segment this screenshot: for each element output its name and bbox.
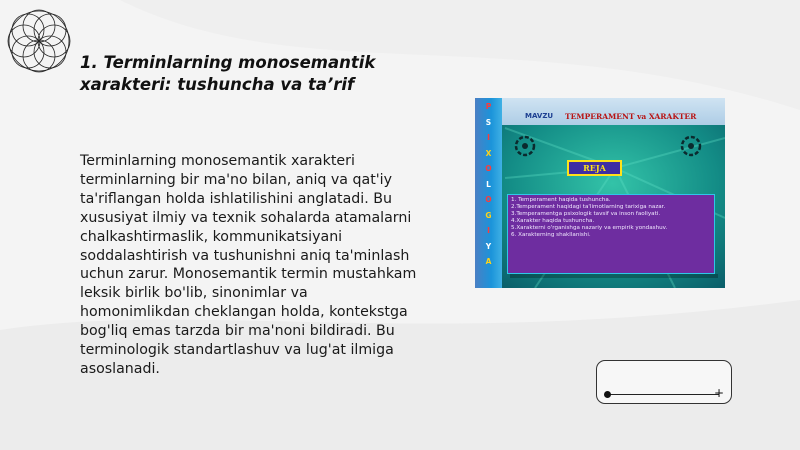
slide-sidebar-letter: S	[485, 117, 492, 127]
plus-icon[interactable]: +	[714, 386, 725, 400]
slide-plan-item: 1. Temperament haqida tushuncha.	[511, 197, 611, 203]
slider-handle-icon[interactable]	[604, 391, 611, 398]
slide-plan-label: REJA	[567, 160, 622, 176]
slide-plan-item: 4.Xarakter haqida tushuncha.	[511, 217, 595, 224]
slide-sidebar-letter: X	[485, 148, 492, 158]
slide-plan-item: 2.Temperament haqidagi ta'limotlarning tarixiga nazar.	[511, 203, 666, 210]
slide-plan-list	[507, 194, 715, 274]
slider-control[interactable]	[596, 360, 732, 404]
slide-image	[475, 98, 725, 288]
slide-header-label: MAVZU	[525, 112, 554, 120]
slide-plan-item: 3.Temperamentga psixologik tavsif va inson faoliyati.	[511, 210, 661, 217]
slide-sidebar-letter: I	[487, 133, 490, 142]
slider-track[interactable]	[607, 394, 719, 395]
slide-sidebar-letter: Y	[485, 241, 492, 251]
slide-sidebar-letter: O	[485, 195, 492, 204]
page-title: 1. Terminlarning monosemantik xarakteri: tushuncha va ta’rif	[80, 53, 376, 94]
slide-sidebar-letter: G	[485, 210, 492, 220]
body-paragraph: Terminlarning monosemantik xarakteri terminlarning bir ma'no bilan, aniq va qat'iy ta'riflangan holda ishlatilishini anglatadi. Bu xususiyat ilmiy va texnik sohalarda atamalarni chalkashtirmaslik, kommunikatsiyani soddalashtirish va tushunishni aniq ta'minlash uchun zarur. Monosemantik termin mustahkam leksik birlik bo'lib, sinonimlar va homonimlikdan cheklangan holda, kontekstga bog'liq emas tarzda bir ma'noni bildiradi. Bu terminologik standartlashuv va lug'at ilmiga asoslanadi.	[80, 153, 417, 377]
slide-plan-shadow	[510, 274, 718, 278]
slide-sidebar-letter: L	[486, 179, 491, 189]
slide-plan-item: 5.Xarakterni o'rganishga nazariy va empirik yondashuv.	[511, 224, 668, 231]
slide-header-topic: TEMPERAMENT va XARAKTER	[565, 112, 697, 121]
decorative-circle-logo-icon	[4, 4, 74, 78]
slide-sidebar-letter: O	[485, 164, 492, 173]
slide-plan-item: 6. Xarakterning shakllanishi.	[511, 231, 591, 238]
slide-sidebar-letter: I	[487, 226, 490, 235]
slide-sidebar-letter: P	[485, 102, 492, 111]
slide-sidebar-letter: A	[485, 257, 492, 266]
